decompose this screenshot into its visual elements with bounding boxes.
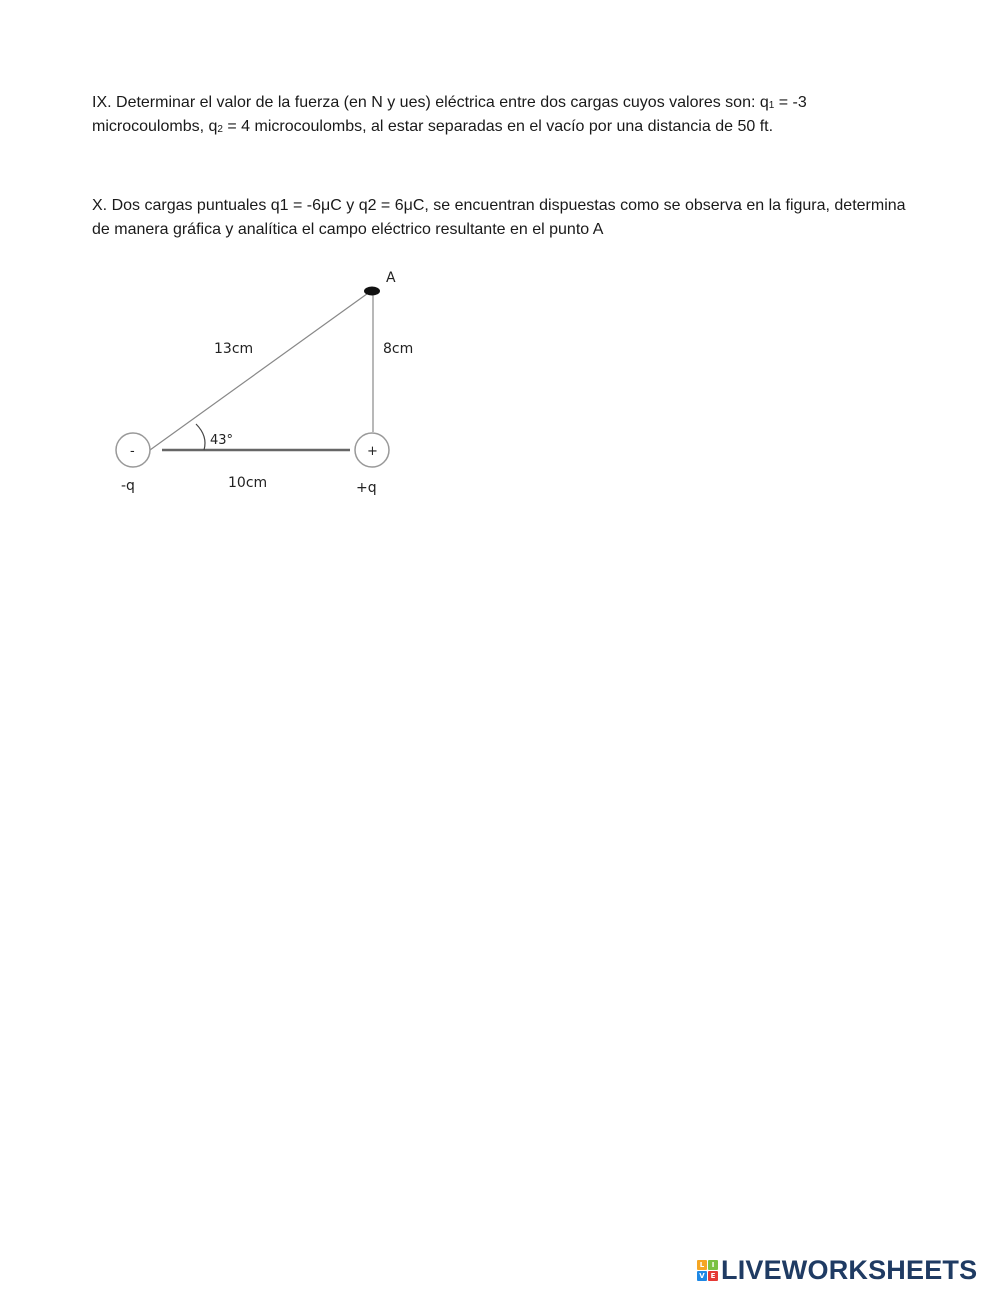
point-a-marker xyxy=(364,287,380,296)
liveworksheets-logo xyxy=(697,1255,977,1285)
point-a-label: A xyxy=(386,270,396,286)
negative-charge-symbol: - xyxy=(130,444,135,459)
logo-letter: V xyxy=(697,1271,707,1281)
logo-letter: L xyxy=(697,1260,707,1270)
angle-label: 43° xyxy=(210,433,234,448)
hypotenuse-line xyxy=(150,291,371,450)
charge-triangle-diagram xyxy=(100,260,460,510)
hypotenuse-label: 13cm xyxy=(214,341,254,357)
problem-ix-text: IX. Determinar el valor de la fuerza (en N y ues) eléctrica entre dos cargas cuyos valores son: $q_1 = -3$ microcoulombs, $q_2 = 4$ microcoulombs, al estar separadas en el vacío por una distancia de 50 ft. xyxy=(92,94,807,135)
base-label: 10cm xyxy=(228,475,268,491)
negative-charge-label: -q xyxy=(121,478,135,494)
logo-mark-icon xyxy=(697,1260,718,1281)
brand-name: LIVEWORKSHEETS xyxy=(721,1254,978,1285)
angle-arc xyxy=(196,424,205,450)
vertical-label: 8cm xyxy=(383,341,414,357)
logo-letter: I xyxy=(708,1260,718,1270)
logo-letter: E xyxy=(708,1271,718,1281)
positive-charge-symbol: + xyxy=(367,444,378,459)
positive-charge-label: +q xyxy=(356,480,377,496)
problem-x-text: X. Dos cargas puntuales q1 = -6μC y q2 = 6μC, se encuentran dispuestas como se observa en la figura, determina de manera gráfica y analítica el campo eléctrico resultante en el punto A xyxy=(92,197,906,238)
